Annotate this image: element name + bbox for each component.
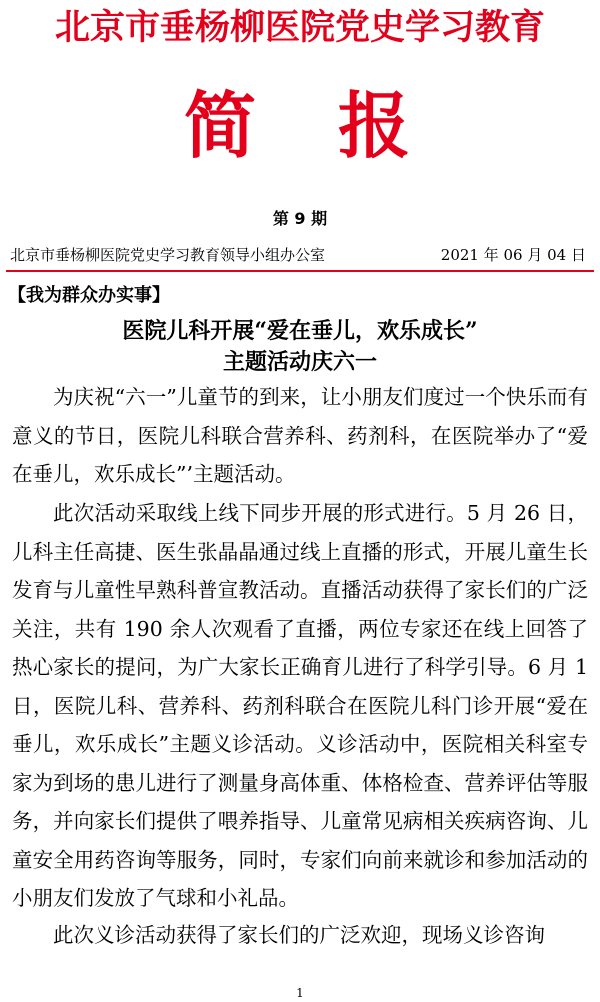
headline-line-2: 主题活动庆六一: [222, 349, 377, 375]
issuing-office: 北京市垂杨柳医院党史学习教育领导小组办公室: [10, 246, 326, 264]
bulletin-char-1: 简: [184, 83, 257, 168]
red-divider: [6, 270, 594, 272]
meta-row: [10, 244, 586, 266]
paragraph-2: 此次活动采取线上线下同步开展的形式进行。5 月 26 日，儿科主任高捷、医生张晶晶通过线上直播的形式，开展儿童生长发育与儿童性早熟科普宣教活动。直播活动获得了家长们的广泛关注，共有 190 余人次观看了直播，两位专家还在线上回答了热心家长的提问，为广大家长正确育儿进行了科学引导。6 月 1 日，医院儿科、营养科、药剂科联合在医院儿科门诊开展“爱在垂儿，欢乐成长”主题义诊活动。义诊活动中，医院相关科室专家为到场的患儿进行了测量身高体重、体格检查、营养评估等服务，并向家长们提供了喂养指导、儿童常见病相关疾病咨询、儿童安全用药咨询等服务，同时，专家们向前来就诊和参加活动的小朋友们发放了气球和小礼品。: [12, 501, 588, 910]
headline-line-1: 医院儿科开展“爱在垂儿，欢乐成长”: [122, 318, 478, 344]
section-tag: 【我为群众办实事】: [8, 285, 170, 306]
page-number: 1: [296, 986, 304, 1000]
article-body-2: [12, 494, 588, 918]
bulletin-title: [0, 83, 600, 168]
bulletin-char-2: 报: [338, 83, 411, 168]
masthead-title: 北京市垂杨柳医院党史学习教育: [54, 8, 545, 48]
article-body-1: [12, 378, 588, 494]
paragraph-1: 为庆祝“六一”儿童节的到来，让小朋友们度过一个快乐而有意义的节日，医院儿科联合营养科、药剂科，在医院举办了“爱在垂儿，欢乐成长”’主题活动。: [12, 385, 588, 486]
issue-date: 2021 年 06 月 04 日: [440, 246, 586, 264]
paragraph-3: 此次义诊活动获得了家长们的广泛欢迎，现场义诊咨询: [53, 923, 545, 947]
article-body-3: [12, 916, 588, 955]
issue-number: 第 9 期: [272, 209, 328, 228]
